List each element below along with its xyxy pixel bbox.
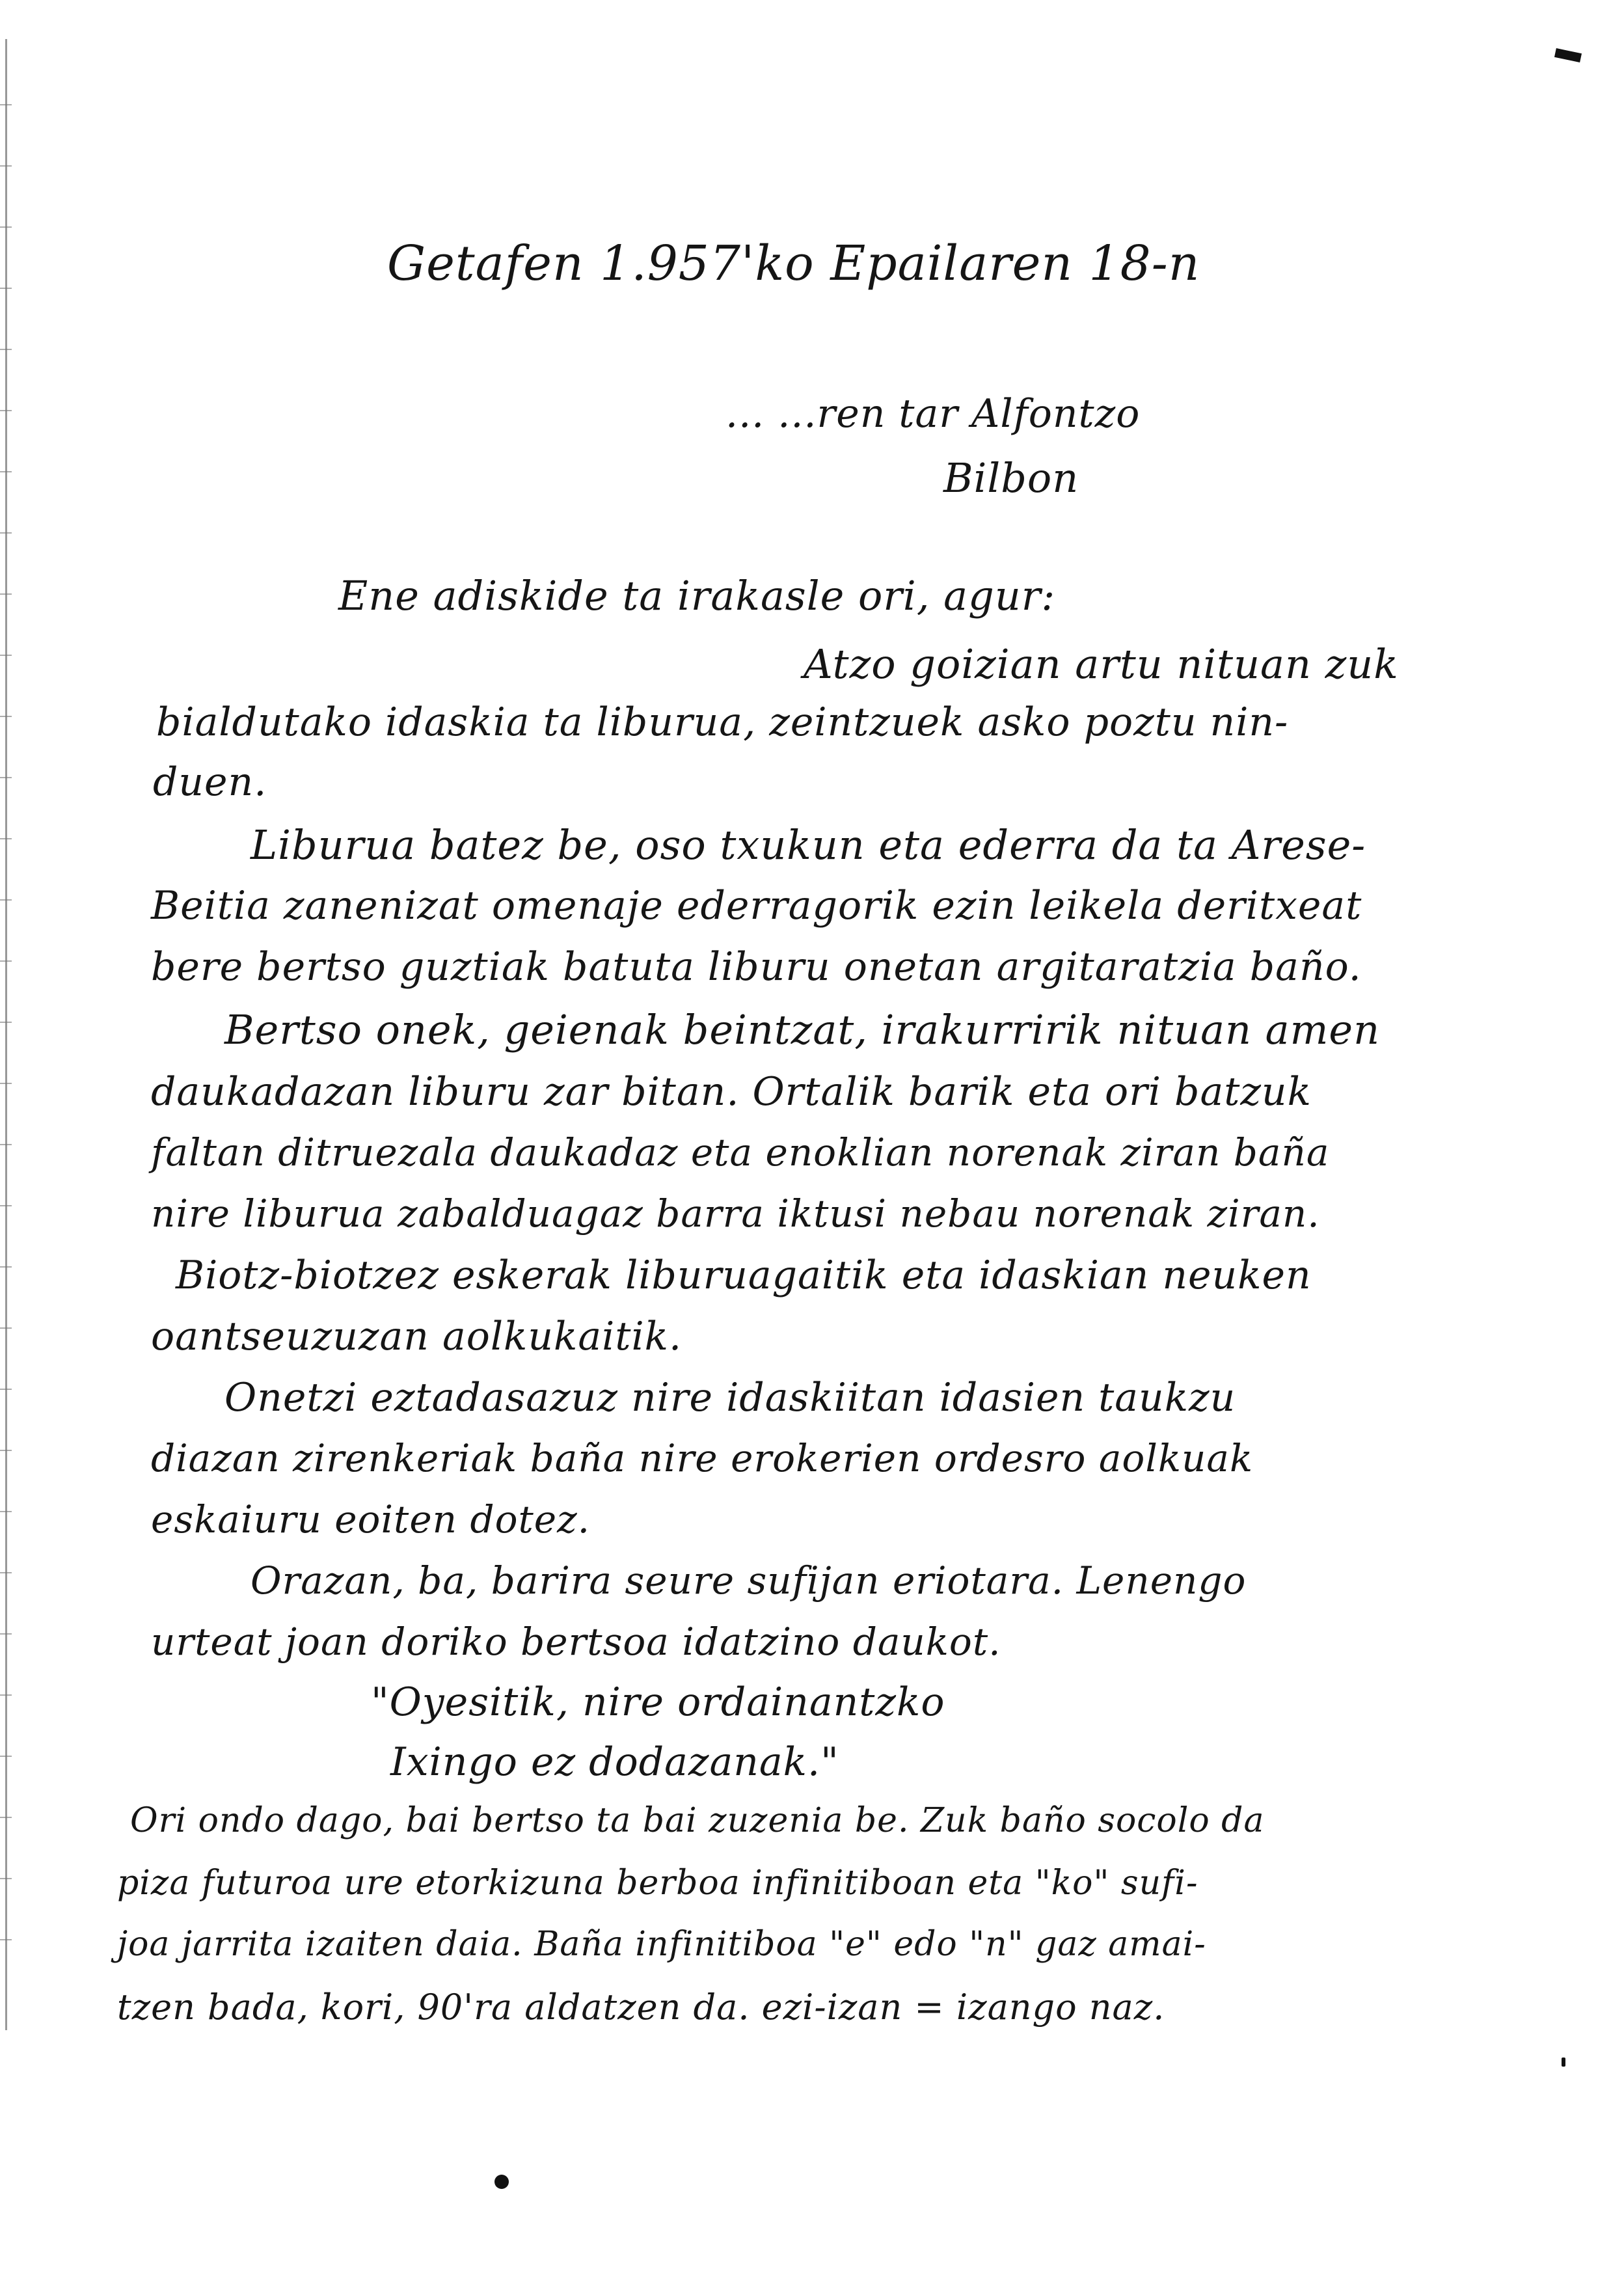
body-line: Orazan, ba, barira seure sufijan eriotara. Lenengo xyxy=(250,1558,1247,1603)
body-line: joa jarrita izaiten daia. Baña infinitiboa "e" edo "n" gaz amai- xyxy=(117,1925,1206,1964)
margin-tick xyxy=(0,1450,12,1451)
body-line: Onetzi eztadasazuz nire idaskiitan idasien taukzu xyxy=(224,1375,1236,1420)
salutation: Ene adiskide ta irakasle ori, agur: xyxy=(338,572,1056,619)
margin-tick xyxy=(0,165,12,167)
margin-tick xyxy=(0,532,12,534)
margin-tick xyxy=(0,104,12,105)
date-line: Getafen 1.957'ko Epailaren 18-n xyxy=(387,236,1200,292)
body-line: daukadazan liburu zar bitan. Ortalik barik eta ori batzuk xyxy=(151,1069,1312,1115)
margin-tick xyxy=(0,655,12,656)
body-line: tzen bada, kori, 90'ra aldatzen da. ezi-izan = izango naz. xyxy=(117,1987,1165,2028)
body-line: Bertso onek, geienak beintzat, irakurririk nituan amen xyxy=(224,1006,1381,1053)
ink-speck xyxy=(1562,2058,1565,2067)
body-line: Liburua batez be, oso txukun eta ederra da ta Arese- xyxy=(250,821,1366,869)
margin-tick xyxy=(0,777,12,778)
body-line: Biotz-biotzez eskerak liburuagaitik eta idaskian neuken xyxy=(176,1253,1312,1298)
margin-tick xyxy=(0,1327,12,1329)
margin-tick xyxy=(0,1817,12,1818)
margin-tick xyxy=(0,1756,12,1757)
verse-line: "Oyesitik, nire ordainantzko xyxy=(371,1679,945,1725)
margin-tick xyxy=(0,899,12,901)
recipient-city: Bilbon xyxy=(943,454,1079,502)
margin-tick xyxy=(0,1939,12,1940)
margin-tick xyxy=(0,1572,12,1573)
recipient-name: ... ...ren tar Alfontzo xyxy=(725,391,1141,437)
margin-tick xyxy=(0,288,12,289)
margin-tick xyxy=(0,1144,12,1145)
page-left-edge xyxy=(5,39,7,2030)
body-line: bialdutako idaskia ta liburua, zeintzuek asko poztu nin- xyxy=(156,700,1289,745)
body-line: nire liburua zabalduagaz barra iktusi nebau norenak ziran. xyxy=(151,1191,1320,1236)
body-line: faltan ditruezala daukadaz eta enoklian norenak ziran baña xyxy=(151,1130,1330,1175)
margin-tick xyxy=(0,471,12,472)
body-line: Beitia zanenizat omenaje ederragorik ezin leikela deritxeat xyxy=(151,883,1362,929)
margin-tick xyxy=(0,1694,12,1696)
margin-tick xyxy=(0,838,12,839)
margin-tick xyxy=(0,226,12,228)
body-line: eskaiuru eoiten dotez. xyxy=(151,1497,591,1542)
corner-mark xyxy=(1554,48,1582,62)
margin-tick xyxy=(0,593,12,595)
margin-tick xyxy=(0,1022,12,1023)
margin-tick xyxy=(0,1389,12,1390)
margin-tick xyxy=(0,1083,12,1084)
margin-tick xyxy=(0,1266,12,1268)
body-line: diazan zirenkeriak baña nire erokerien ordesro aolkuak xyxy=(151,1436,1254,1480)
body-line: Atzo goizian artu nituan zuk xyxy=(804,640,1399,688)
body-line: bere bertso guztiak batuta liburu onetan argitaratzia baño. xyxy=(151,944,1362,990)
margin-tick xyxy=(0,1511,12,1512)
margin-tick xyxy=(0,1878,12,1879)
margin-tick xyxy=(0,1205,12,1206)
body-line: piza futuroa ure etorkizuna berboa infinitiboan eta "ko" sufi- xyxy=(117,1864,1198,1903)
body-line: urteat joan doriko bertsoa idatzino daukot. xyxy=(151,1620,1001,1664)
margin-tick xyxy=(0,716,12,717)
body-line: oantseuzuzan aolkukaitik. xyxy=(151,1314,683,1359)
body-line: Ori ondo dago, bai bertso ta bai zuzenia be. Zuk baño socolo da xyxy=(130,1801,1265,1840)
margin-tick xyxy=(0,349,12,350)
margin-tick xyxy=(0,410,12,411)
verse-line: Ixingo ez dodazanak." xyxy=(390,1739,839,1785)
margin-tick xyxy=(0,1633,12,1635)
ink-dot xyxy=(494,2175,509,2189)
margin-tick xyxy=(0,960,12,962)
body-line: duen. xyxy=(153,759,267,805)
